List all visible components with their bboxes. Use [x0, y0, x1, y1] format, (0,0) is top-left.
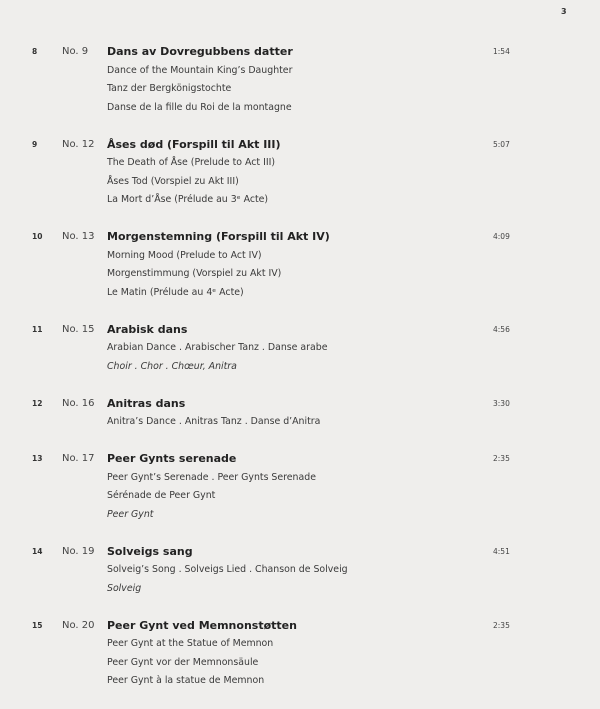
- track-duration: 5:07: [493, 139, 510, 149]
- track-duration: 3:30: [493, 398, 510, 408]
- translated-title: Solveig’s Song . Solveigs Lied . Chanson de Solveig: [107, 564, 348, 575]
- track-duration: 2:35: [493, 454, 510, 463]
- track-number: 9: [32, 139, 38, 149]
- track-number: 10: [32, 232, 43, 241]
- piece-number: No. 15: [62, 323, 95, 335]
- track-entry: [0, 228, 600, 302]
- track-entry: [0, 395, 600, 432]
- translated-title: Tanz der Bergkönigstochte: [107, 83, 232, 94]
- performers: Peer Gynt: [107, 508, 154, 520]
- track-entry: [0, 450, 600, 524]
- performers: Choir . Chor . Chœur, Anitra: [107, 360, 237, 372]
- translated-title: Le Matin (Prélude au 4ᵉ Acte): [107, 286, 244, 298]
- translated-title: Åses Tod (Vorspiel zu Akt III): [107, 175, 239, 187]
- track-entry: [0, 43, 600, 117]
- piece-number: No. 9: [62, 46, 89, 57]
- translated-title: Sérénade de Peer Gynt: [107, 490, 216, 501]
- translated-title: Danse de la fille du Roi de la montagne: [107, 101, 292, 113]
- track-number: 14: [32, 546, 43, 556]
- track-duration: 4:51: [493, 546, 510, 556]
- piece-number: No. 19: [62, 545, 95, 557]
- translated-title: Peer Gynt at the Statue of Memnon: [107, 638, 274, 649]
- track-title: Arabisk dans: [107, 322, 188, 336]
- piece-number: No. 20: [62, 619, 95, 631]
- translated-title: Peer Gynt à la statue de Memnon: [107, 675, 265, 686]
- track-list: [0, 43, 600, 709]
- translated-title: Arabian Dance . Arabischer Tanz . Danse arabe: [107, 342, 328, 353]
- track-title: Anitras dans: [107, 396, 186, 410]
- piece-number: No. 12: [62, 138, 95, 150]
- translated-title: Anitra’s Dance . Anitras Tanz . Danse d’Anitra: [107, 416, 321, 427]
- track-title: Åses død (Forspill til Akt III): [107, 137, 281, 151]
- track-duration: 4:56: [493, 324, 510, 334]
- performers: Solveig: [107, 582, 142, 594]
- translated-title: Dance of the Mountain King’s Daughter: [107, 64, 293, 76]
- translated-title: Peer Gynt vor der Memnonsäule: [107, 656, 259, 668]
- piece-number: No. 13: [62, 231, 95, 242]
- track-entry: [0, 321, 600, 377]
- track-title: Peer Gynts serenade: [107, 452, 237, 465]
- track-entry: [0, 617, 600, 691]
- translated-title: Morning Mood (Prelude to Act IV): [107, 249, 262, 261]
- page-number: 3: [561, 7, 567, 16]
- track-duration: 2:35: [493, 620, 510, 630]
- translated-title: The Death of Åse (Prelude to Act III): [107, 157, 276, 168]
- track-title: Peer Gynt ved Memnonstøtten: [107, 618, 297, 632]
- translated-title: Peer Gynt’s Serenade . Peer Gynts Serenade: [107, 471, 316, 483]
- translated-title: Morgenstimmung (Vorspiel zu Akt IV): [107, 268, 282, 279]
- track-number: 13: [32, 454, 43, 463]
- track-number: 12: [32, 398, 43, 408]
- track-entry: [0, 543, 600, 599]
- track-number: 15: [32, 620, 43, 630]
- piece-number: No. 17: [62, 453, 95, 464]
- track-title: Solveigs sang: [107, 544, 193, 558]
- track-number: 11: [32, 324, 43, 334]
- track-duration: 4:09: [493, 232, 510, 241]
- piece-number: No. 16: [62, 397, 95, 409]
- track-number: 8: [32, 47, 38, 56]
- track-title: Morgenstemning (Forspill til Akt IV): [107, 230, 330, 243]
- track-entry: [0, 136, 600, 210]
- translated-title: La Mort d’Åse (Prélude au 3ᵉ Acte): [107, 194, 269, 205]
- track-duration: 1:54: [493, 47, 510, 56]
- track-title: Dans av Dovregubbens datter: [107, 45, 293, 58]
